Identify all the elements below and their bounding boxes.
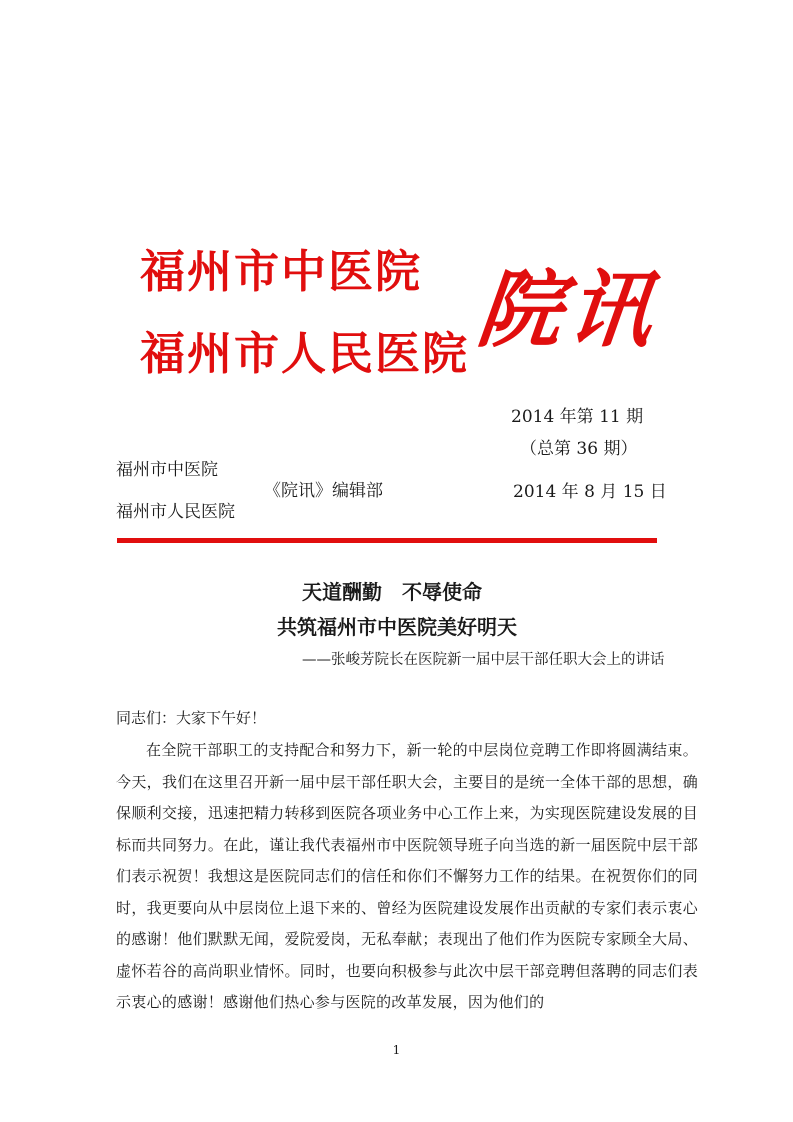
article-greeting: 同志们：大家下午好！ xyxy=(116,709,267,727)
page-number: 1 xyxy=(392,1043,401,1057)
article-subtitle: ——张峻芳院长在医院新一届中层干部任职大会上的讲话 xyxy=(302,652,665,668)
masthead-org-line-2: 福州市人民医院 xyxy=(140,327,470,380)
red-divider xyxy=(117,538,657,543)
article-paragraph: 在全院干部职工的支持配合和努力下，新一轮的中层岗位竞聘工作即将圆满结束。今天，我们在这里召开新一届中层干部任职大会，主要目的是统一全体干部的思想，确保顺利交接，迅速把精力转移到医院各项业务中心工作上来，为实现医院建设发展的目标而共同努力。在此，谨让我代表福州市中医院领导班子向当选的新一届医院中层干部们表示祝贺！我想这是医院同志们的信任和你们不懈努力工作的结果。在祝贺你们的同时，我更要向从中层岗位上退下来的、曾经为医院建设发展作出贡献的专家们表示衷心的感谢！他们默默无闻，爱院爱岗，无私奉献；表现出了他们作为医院专家顾全大局、虚怀若谷的高尚职业情怀。同时，也要向积极参与此次中层干部竞聘但落聘的同志们表示衷心的感谢！感谢他们热心参与医院的改革发展，因为他们的 xyxy=(116,741,698,1011)
article-headline-2: 共筑福州市中医院美好明天 xyxy=(277,615,517,639)
publisher-org-2: 福州市人民医院 xyxy=(116,502,235,522)
masthead-org-line-1: 福州市中医院 xyxy=(140,245,423,298)
issue-total: （总第 36 期） xyxy=(520,439,638,459)
article-headline-1: 天道酬勤 不辱使命 xyxy=(302,580,482,604)
issue-date: 2014 年 8 月 15 日 xyxy=(513,482,667,502)
masthead-title: 院讯 xyxy=(472,260,664,359)
publisher-org-1: 福州市中医院 xyxy=(116,460,218,480)
issue-number: 2014 年第 11 期 xyxy=(511,407,644,427)
editorial-department: 《院讯》编辑部 xyxy=(264,481,383,501)
